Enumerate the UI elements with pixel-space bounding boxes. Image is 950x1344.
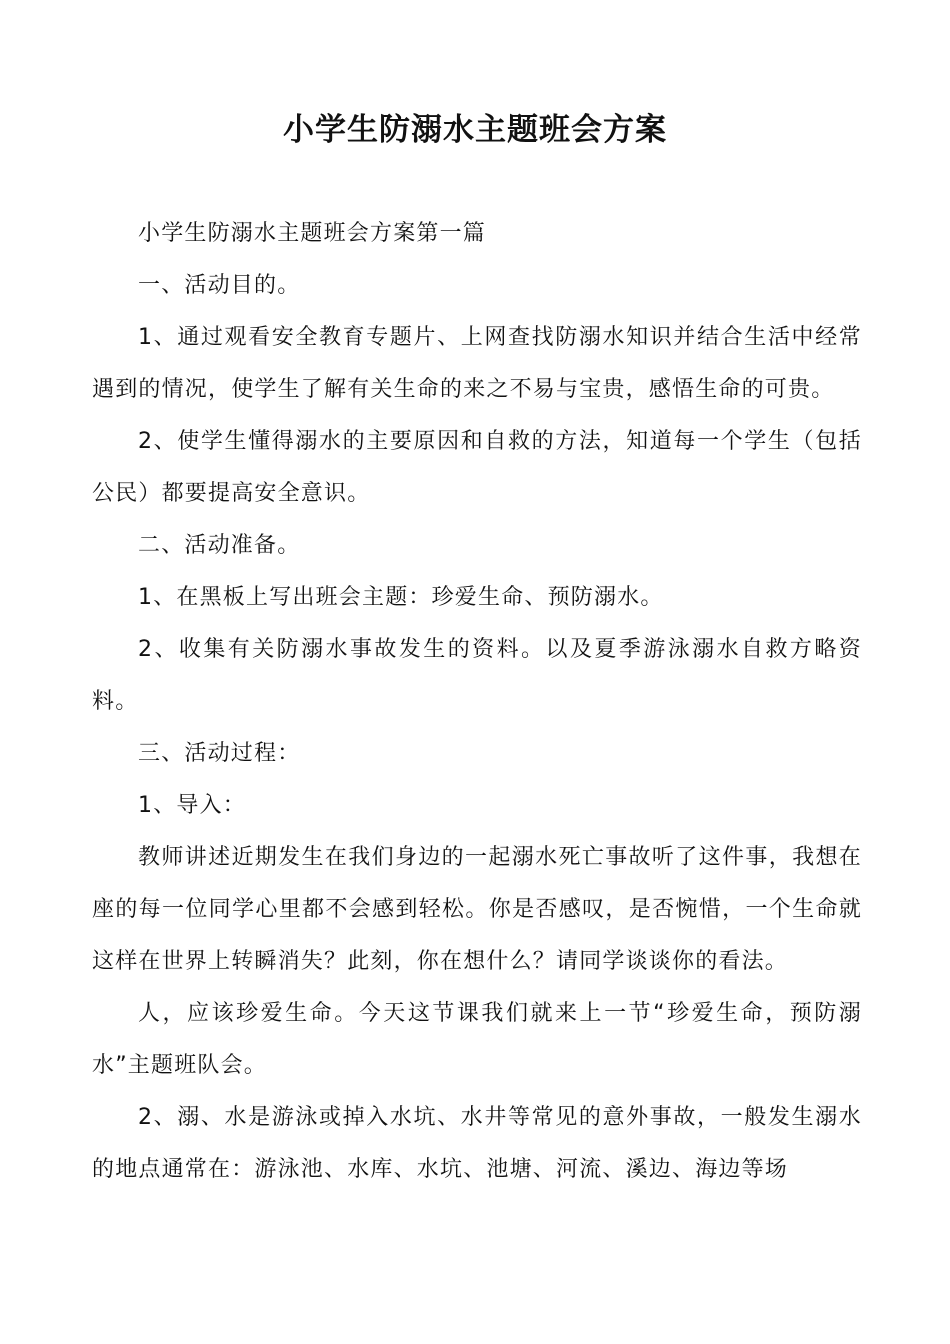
paragraph-teacher-story: 教师讲述近期发生在我们身边的一起溺水死亡事故听了这件事，我想在座的每一位同学心里都不会感到轻松。你是否感叹，是否惋惜，一个生命就这样在世界上转瞬消失？此刻，你在想什么？请同学谈谈你的看法。 xyxy=(92,845,862,974)
paragraph-section-heading: 小学生防溺水主题班会方案第一篇 xyxy=(138,221,487,246)
paragraph-heading-preparation: 二、活动准备。 xyxy=(138,533,301,558)
paragraph-process-intro: 1、导入： xyxy=(138,793,246,818)
paragraph-preparation-2: 2、收集有关防溺水事故发生的资料。以及夏季游泳溺水自救方略资料。 xyxy=(92,637,862,714)
paragraph-heading-goal: 一、活动目的。 xyxy=(138,273,301,298)
paragraph-goal-1: 1、通过观看安全教育专题片、上网查找防溺水知识并结合生活中经常遇到的情况，使学生了解有关生命的来之不易与宝贵，感悟生命的可贵。 xyxy=(92,325,862,402)
paragraph-cherish-life: 人，应该珍爱生命。今天这节课我们就来上一节“珍爱生命，预防溺水”主题班队会。 xyxy=(92,1001,862,1078)
document-title: 小学生防溺水主题班会方案 xyxy=(283,112,667,148)
paragraph-preparation-1: 1、在黑板上写出班会主题：珍爱生命、预防溺水。 xyxy=(138,585,664,610)
paragraph-heading-process: 三、活动过程： xyxy=(138,741,301,766)
paragraph-drowning-places: 2、溺、水是游泳或掉入水坑、水井等常见的意外事故，一般发生溺水的地点通常在：游泳池、水库、水坑、池塘、河流、溪边、海边等场 xyxy=(92,1105,862,1182)
paragraph-goal-2: 2、使学生懂得溺水的主要原因和自救的方法，知道每一个学生（包括公民）都要提高安全意识。 xyxy=(92,429,862,506)
document-body xyxy=(92,208,862,1196)
